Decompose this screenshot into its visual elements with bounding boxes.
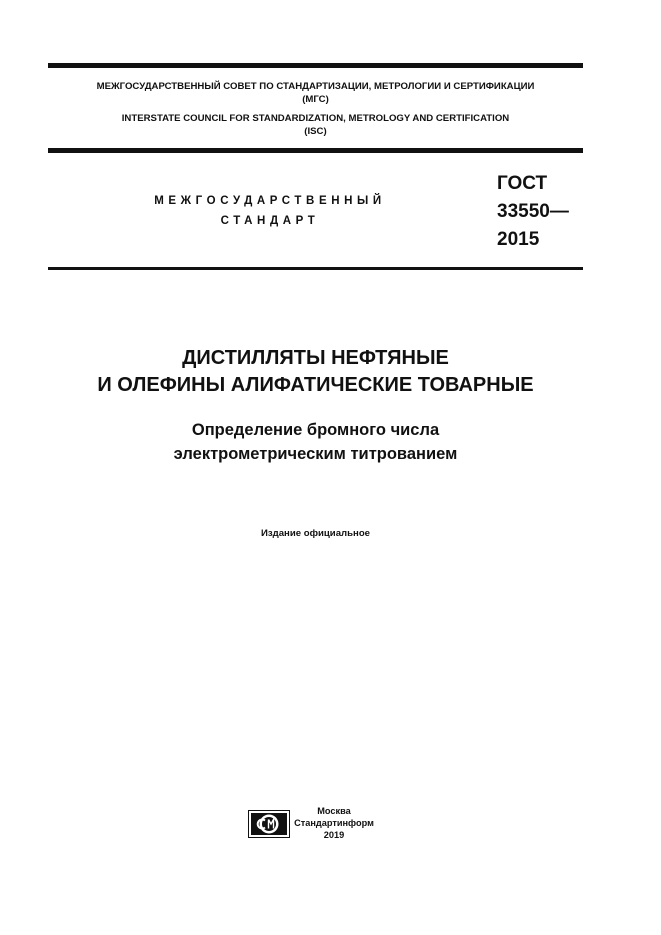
standartinform-logo-icon <box>248 810 290 838</box>
subtitle-line2: электрометрическим титрованием <box>173 445 458 463</box>
subtitle-line1: Определение бромного числа <box>191 421 440 439</box>
middle-rule <box>48 148 583 153</box>
title-line2: И ОЛЕФИНЫ АЛИФАТИЧЕСКИЕ ТОВАРНЫЕ <box>97 374 534 396</box>
edition-label: Издание официальное <box>260 528 371 539</box>
document-subtitle <box>40 418 591 466</box>
council-en-line1: INTERSTATE COUNCIL FOR STANDARDIZATION, METROLOGY AND CERTIFICATION <box>121 113 510 124</box>
standard-type <box>125 191 415 231</box>
standard-type-line1: МЕЖГОСУДАРСТВЕННЫЙ <box>154 195 386 207</box>
designation-prefix: ГОСТ <box>497 173 548 194</box>
title-line1: ДИСТИЛЛЯТЫ НЕФТЯНЫЕ <box>182 347 449 369</box>
council-ru-line2: (МГС) <box>302 94 329 105</box>
council-ru-line1: МЕЖГОСУДАРСТВЕННЫЙ СОВЕТ ПО СТАНДАРТИЗАЦИИ, МЕТРОЛОГИИ И СЕРТИФИКАЦИИ <box>96 81 535 92</box>
publisher-info <box>292 805 376 841</box>
council-name-russian <box>48 80 583 106</box>
publisher-name: Стандартинформ <box>294 818 374 828</box>
standard-designation <box>497 170 569 254</box>
council-name-english <box>48 112 583 138</box>
lower-rule <box>48 267 583 270</box>
publisher-city: Москва <box>317 806 351 816</box>
designation-number: 33550— <box>497 201 569 222</box>
standard-type-line2: СТАНДАРТ <box>220 215 320 227</box>
top-rule <box>48 63 583 68</box>
publisher-year: 2019 <box>323 830 345 840</box>
designation-year: 2015 <box>497 229 540 250</box>
council-en-line2: (ISC) <box>304 126 327 137</box>
document-title <box>40 345 591 399</box>
